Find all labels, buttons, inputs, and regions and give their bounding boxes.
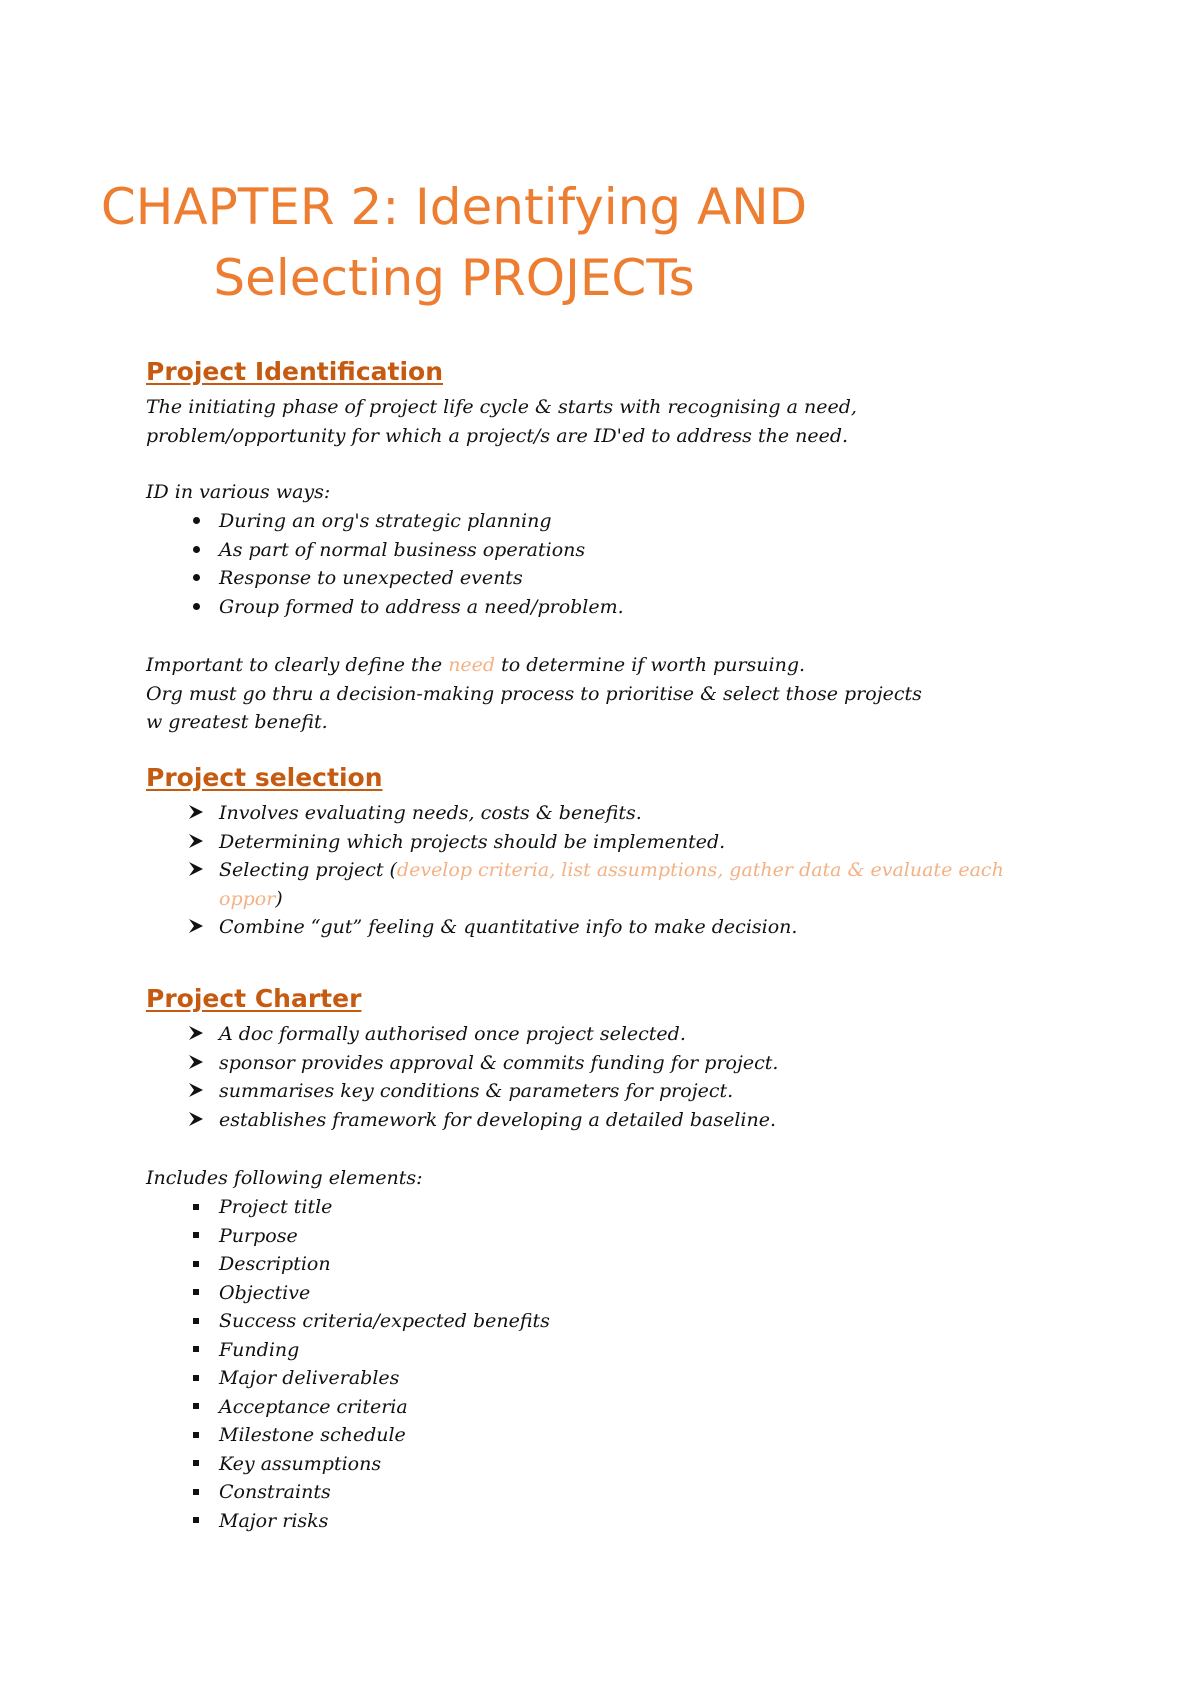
list-item: Description: [146, 1250, 550, 1279]
list-item: establishes framework for developing a detailed baseline.: [146, 1106, 778, 1135]
list-item: Determining which projects should be implemented.: [146, 828, 1004, 857]
arrow-bullet-icon: [186, 1106, 206, 1135]
bullet-dot-icon: [186, 507, 206, 536]
elements-list: [146, 1193, 550, 1535]
arrow-bullet-icon: [186, 856, 206, 885]
title-line-2: Selecting PROJECTs: [213, 249, 695, 307]
list-item: During an org's strategic planning: [146, 507, 624, 536]
list-item: Purpose: [146, 1222, 550, 1251]
arrow-bullet-icon: [186, 1020, 206, 1049]
heading-project-selection: Project selection: [146, 763, 383, 792]
org-line-1: Org must go thru a decision-making process to prioritise & select those projects: [146, 682, 922, 705]
list-item: sponsor provides approval & commits funding for project.: [146, 1049, 778, 1078]
list-item: Success criteria/expected benefits: [146, 1307, 550, 1336]
important-paragraph: Important to clearly define the need to determine if worth pursuing. Org must go thru a decision-making process to prioritise & select those projects w greatest benefit.: [146, 654, 922, 733]
identification-intro-line-2: problem/opportunity for which a project/s are ID'ed to address the need.: [146, 424, 849, 447]
heading-project-identification: Project Identification: [146, 357, 444, 386]
ways-label: ID in various ways:: [146, 481, 331, 503]
square-bullet-icon: [186, 1250, 206, 1279]
list-item: Objective: [146, 1279, 550, 1308]
list-item: Combine “gut” feeling & quantitative info to make decision.: [146, 913, 1004, 942]
list-item: Milestone schedule: [146, 1421, 550, 1450]
arrow-bullet-icon: [186, 913, 206, 942]
list-item: Response to unexpected events: [146, 564, 624, 593]
list-item: Key assumptions: [146, 1450, 550, 1479]
arrow-bullet-icon: [186, 828, 206, 857]
square-bullet-icon: [186, 1450, 206, 1479]
bullet-dot-icon: [186, 536, 206, 565]
square-bullet-icon: [186, 1307, 206, 1336]
list-item: Major risks: [146, 1507, 550, 1536]
elements-label: Includes following elements:: [146, 1167, 423, 1189]
square-bullet-icon: [186, 1222, 206, 1251]
selection-list: [146, 799, 1004, 942]
list-item: Acceptance criteria: [146, 1393, 550, 1422]
list-item: Selecting project (develop criteria, list assumptions, gather data & evaluate each oppor): [146, 856, 1004, 913]
list-item: Constraints: [146, 1478, 550, 1507]
list-item: Funding: [146, 1336, 550, 1365]
need-highlight: need: [448, 654, 496, 676]
list-item: Project title: [146, 1193, 550, 1222]
heading-project-charter: Project Charter: [146, 984, 362, 1013]
square-bullet-icon: [186, 1364, 206, 1393]
square-bullet-icon: [186, 1279, 206, 1308]
arrow-bullet-icon: [186, 1077, 206, 1106]
arrow-bullet-icon: [186, 799, 206, 828]
list-item: As part of normal business operations: [146, 536, 624, 565]
identification-intro: [146, 393, 857, 450]
square-bullet-icon: [186, 1421, 206, 1450]
bullet-dot-icon: [186, 564, 206, 593]
square-bullet-icon: [186, 1507, 206, 1536]
square-bullet-icon: [186, 1193, 206, 1222]
square-bullet-icon: [186, 1478, 206, 1507]
list-item: Group formed to address a need/problem.: [146, 593, 624, 622]
list-item: summarises key conditions & parameters for project.: [146, 1077, 778, 1106]
ways-list: [146, 507, 624, 621]
page-title: [0, 172, 1054, 314]
identification-intro-line-1: The initiating phase of project life cycle & starts with recognising a need,: [146, 396, 857, 418]
bullet-dot-icon: [186, 593, 206, 622]
list-item: A doc formally authorised once project selected.: [146, 1020, 778, 1049]
list-item: Involves evaluating needs, costs & benefits.: [146, 799, 1004, 828]
square-bullet-icon: [186, 1336, 206, 1365]
title-line-1: CHAPTER 2: Identifying AND: [100, 178, 808, 236]
org-line-2: w greatest benefit.: [146, 711, 328, 733]
list-item: Major deliverables: [146, 1364, 550, 1393]
charter-list: [146, 1020, 778, 1134]
square-bullet-icon: [186, 1393, 206, 1422]
arrow-bullet-icon: [186, 1049, 206, 1078]
